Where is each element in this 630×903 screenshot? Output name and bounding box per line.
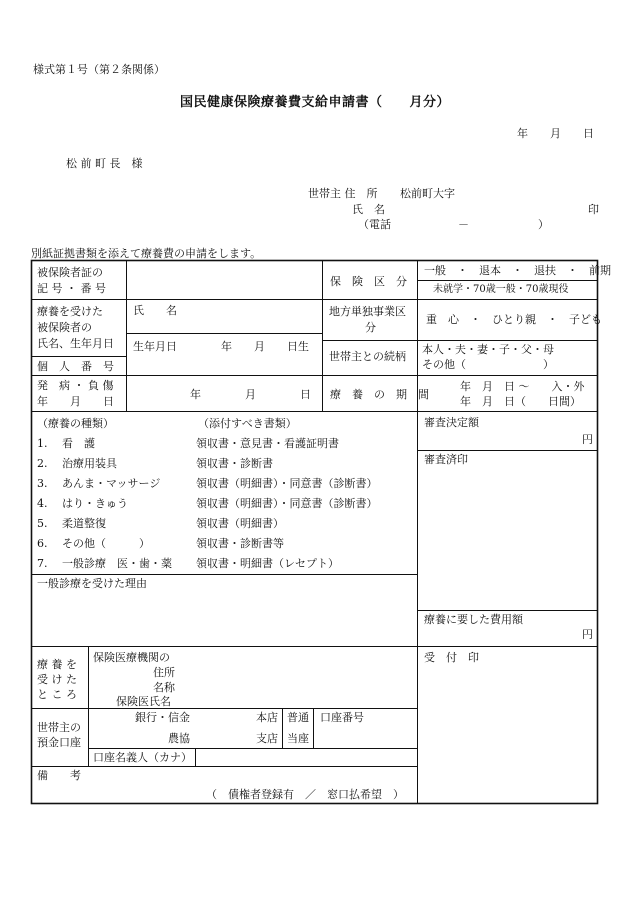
treatment-kind[interactable]: 治療用装具: [62, 457, 117, 470]
received-label: 受 付 印: [424, 651, 479, 664]
personal-number-label: 個 人 番 号: [37, 360, 114, 373]
treatment-docs: 領収書・診断書等: [196, 537, 284, 550]
place-label-1: 療 養 を: [37, 658, 77, 671]
place-sub-4: 保険医氏名: [116, 695, 171, 708]
phone-label: （電話: [358, 218, 391, 231]
place-sub-1: 保険医療機関の: [93, 651, 170, 664]
form-title: 国民健康保険療養費支給申請書（ 月分）: [180, 95, 451, 110]
place-sub-2: 住所: [153, 666, 175, 679]
review-done-label: 審査済印: [424, 453, 468, 466]
cost-label: 療養に要した費用額: [424, 613, 523, 626]
insurance-card-label-2: 記 号 ・ 番 号: [37, 282, 106, 295]
account-number-label: 口座番号: [320, 711, 364, 724]
general-reason-label: 一般診療を受けた理由: [37, 577, 147, 590]
patient-label-1: 療養を受けた: [37, 305, 103, 318]
seal-mark: 印: [588, 203, 599, 216]
onset-label-2: 年 月 日: [37, 395, 114, 408]
treatment-kind-header: （療養の種類）: [37, 417, 114, 430]
treatment-docs: 領収書・明細書（レセプト）: [196, 557, 339, 570]
bank-coop[interactable]: 農協: [168, 732, 190, 745]
review-amount-label: 審査決定額: [424, 416, 479, 429]
documents-header: （添付すべき書類）: [198, 417, 297, 430]
place-sub-3: 名称: [153, 681, 175, 694]
local-program-label-2: 分: [365, 321, 376, 334]
treatment-docs: 領収書（明細書）: [196, 517, 284, 530]
patient-label-2: 被保険者の: [37, 321, 92, 334]
creditor-line[interactable]: （ 債権者登録有 ／ 窓口払希望 ）: [206, 788, 404, 801]
date-line: 年 月 日: [517, 127, 594, 140]
account-current[interactable]: 当座: [287, 732, 309, 745]
branch-main[interactable]: 本店: [256, 711, 278, 724]
phone-dash: －: [458, 218, 469, 231]
form-number: 様式第１号（第２条関係）: [33, 63, 165, 76]
treatment-docs: 領収書・診断書: [196, 457, 273, 470]
cost-yen: 円: [582, 628, 593, 641]
relation-label: 世帯主との続柄: [329, 350, 406, 363]
patient-birth-field[interactable]: 生年月日 年 月 日生: [133, 340, 309, 353]
insurance-class-row2[interactable]: 未就学・70歳一般・70歳現役: [433, 284, 569, 295]
treatment-kind[interactable]: 看 護: [62, 437, 95, 450]
onset-label-1: 発 病 ・ 負 傷: [37, 379, 114, 392]
treatment-no: 4.: [37, 497, 48, 510]
account-holder-label: 口座名義人（カナ）: [93, 751, 192, 764]
relation-value-2[interactable]: その他（ ）: [422, 358, 554, 371]
treatment-no: 7.: [37, 557, 48, 570]
phone-close: ）: [538, 218, 549, 231]
treatment-no: 3.: [37, 477, 48, 490]
householder-address-value[interactable]: 松前町大字: [400, 187, 455, 200]
account-ordinary[interactable]: 普通: [287, 711, 309, 724]
place-label-2: 受 け た: [37, 673, 77, 686]
insurance-class-label: 保 険 区 分: [330, 275, 407, 288]
patient-label-3: 氏名、生年月日: [37, 337, 114, 350]
place-label-3: と こ ろ: [37, 688, 77, 701]
treatment-kind[interactable]: 柔道整復: [62, 517, 106, 530]
review-amount-yen: 円: [582, 433, 593, 446]
relation-value-1[interactable]: 本人・夫・妻・子・父・母: [422, 343, 554, 356]
addressee: 松 前 町 長 様: [66, 157, 143, 170]
patient-name-field[interactable]: 氏 名: [133, 304, 177, 317]
treatment-kind[interactable]: はり・きゅう: [62, 497, 128, 510]
period-label: 療 養 の 期 間: [330, 388, 429, 401]
householder-name-label: 氏 名: [352, 203, 385, 216]
insurance-card-label-1: 被保険者証の: [37, 266, 103, 279]
treatment-kind[interactable]: あんま・マッサージ: [62, 477, 161, 490]
treatment-no: 1.: [37, 437, 48, 450]
onset-value[interactable]: 年 月 日: [190, 388, 311, 401]
treatment-no: 6.: [37, 537, 48, 550]
treatment-docs: 領収書・意見書・看護証明書: [196, 437, 339, 450]
householder-address-label: 世帯主 住 所: [308, 187, 378, 200]
treatment-kind[interactable]: 一般診療 医・歯・薬: [62, 557, 172, 570]
period-row1[interactable]: 年 月 日 ～ 入・外: [460, 380, 585, 393]
treatment-docs: 領収書（明細書）・同意書（診断書）: [196, 477, 378, 490]
bank-label-2: 預金口座: [37, 736, 81, 749]
local-program-label-1: 地方単独事業区: [329, 305, 406, 318]
treatment-docs: 領収書（明細書）・同意書（診断書）: [196, 497, 378, 510]
insurance-class-row1[interactable]: 一般 ・ 退本 ・ 退扶 ・ 前期: [424, 264, 611, 277]
bank-type[interactable]: 銀行・信金: [135, 711, 190, 724]
local-program-value[interactable]: 重 心 ・ ひとり親 ・ 子ども: [426, 313, 602, 326]
intro-text: 別紙証拠書類を添えて療養費の申請をします。: [31, 247, 262, 260]
remarks-label: 備 考: [37, 769, 81, 782]
treatment-no: 2.: [37, 457, 48, 470]
treatment-no: 5.: [37, 517, 48, 530]
bank-label-1: 世帯主の: [37, 721, 81, 734]
branch-sub[interactable]: 支店: [256, 732, 278, 745]
treatment-kind[interactable]: その他（ ）: [62, 537, 150, 550]
period-row2[interactable]: 年 月 日（ 日間）: [460, 395, 581, 408]
